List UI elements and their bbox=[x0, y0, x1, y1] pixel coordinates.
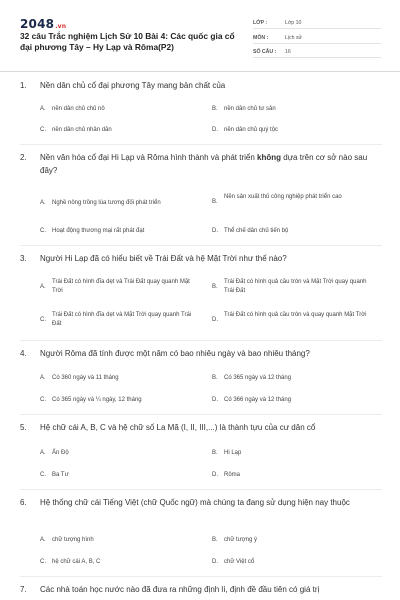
question-number: 4. bbox=[20, 349, 27, 358]
option-text: nền dân chủ tư sản bbox=[224, 106, 276, 112]
option-letter: A. bbox=[40, 537, 46, 543]
option-text: Có 366 ngày và 12 tháng bbox=[224, 397, 292, 403]
divider bbox=[20, 414, 382, 415]
question-5 bbox=[20, 422, 386, 435]
option-6b[interactable] bbox=[212, 536, 382, 545]
question-text: Hệ chữ cái A, B, C và hệ chữ số La Mã (I, II, III,...) là thành tựu của cư dân cổ bbox=[40, 423, 316, 432]
option-5b[interactable] bbox=[212, 449, 382, 458]
option-1d[interactable] bbox=[212, 126, 382, 135]
option-letter: B. bbox=[212, 106, 218, 112]
option-text: chữ tượng hình bbox=[52, 537, 94, 543]
option-letter: C. bbox=[40, 317, 46, 323]
option-text: Trái Đất có hình quả cầu tròn và Mặt Trời quay quanh Trái Đất bbox=[224, 279, 367, 294]
option-3b[interactable] bbox=[212, 278, 368, 296]
option-text: Có 360 ngày và 11 tháng bbox=[52, 375, 119, 381]
option-text: Ba Tư bbox=[52, 472, 69, 478]
question-3 bbox=[20, 253, 386, 266]
question-text-emphasis: không bbox=[257, 153, 282, 162]
question-text: Người Rôma đã tính được một năm có bao nhiêu ngày và bao nhiêu tháng? bbox=[40, 349, 310, 358]
option-letter: D. bbox=[212, 472, 218, 478]
question-text-part: Nền văn hóa cổ đại Hi Lạp và Rôma hình thành và phát triển bbox=[40, 153, 258, 162]
meta-value: 16 bbox=[285, 49, 291, 55]
option-1a[interactable] bbox=[40, 105, 200, 114]
option-letter: B. bbox=[212, 199, 218, 205]
option-5a[interactable] bbox=[40, 449, 200, 458]
question-7 bbox=[20, 584, 386, 597]
option-text: Nghề nông trồng lúa tương đối phát triển bbox=[52, 200, 161, 206]
question-number: 6. bbox=[20, 498, 27, 507]
question-2 bbox=[20, 152, 386, 177]
option-letter: D. bbox=[212, 317, 218, 323]
option-text: Có 365 ngày và ¼ ngày, 12 tháng bbox=[52, 397, 142, 403]
option-text: Trái Đất có hình đĩa dẹt và Trái Đất quay quanh Mặt Trời bbox=[52, 279, 190, 294]
meta-label: LỚP : bbox=[253, 20, 268, 26]
option-letter: A. bbox=[40, 450, 46, 456]
divider bbox=[20, 144, 382, 145]
option-2d[interactable] bbox=[212, 227, 382, 236]
meta-row-count bbox=[253, 45, 381, 58]
question-text-part: dựa trên cơ sở nào sau đây? bbox=[40, 153, 368, 175]
option-letter: A. bbox=[40, 375, 46, 381]
option-3d[interactable] bbox=[212, 311, 368, 325]
divider bbox=[20, 340, 382, 341]
meta-label: SỐ CÂU : bbox=[253, 49, 277, 55]
question-text: Hệ thống chữ cái Tiếng Việt (chữ Quốc ngữ) mà chúng ta đang sử dụng hiện nay thuộc bbox=[40, 498, 350, 507]
option-text: nền dân chủ quý tộc bbox=[224, 127, 279, 133]
option-6d[interactable] bbox=[212, 558, 382, 567]
option-letter: C. bbox=[40, 559, 46, 565]
option-text: Nền sản xuất thủ công nghiệp phát triển cao bbox=[224, 194, 342, 200]
option-2a[interactable] bbox=[40, 199, 206, 208]
option-5d[interactable] bbox=[212, 471, 382, 480]
option-4d[interactable] bbox=[212, 396, 382, 405]
option-text: hệ chữ cái A, B, C bbox=[52, 559, 101, 565]
question-text: Nền dân chủ cổ đại phương Tây mang bản chất của bbox=[40, 81, 226, 90]
option-4c[interactable] bbox=[40, 396, 206, 405]
question-4 bbox=[20, 348, 386, 361]
option-text: nền dân chủ chủ nô bbox=[52, 106, 105, 112]
question-text: Các nhà toán học nước nào đã đưa ra những định lí, định đề đầu tiên có giá trị bbox=[40, 585, 320, 594]
option-text: chữ Việt cổ bbox=[224, 559, 255, 565]
option-letter: A. bbox=[40, 200, 46, 206]
divider bbox=[20, 245, 382, 246]
option-letter: A. bbox=[40, 106, 46, 112]
option-text: Trái Đất có hình quả cầu tròn và quay quanh Mặt Trời bbox=[224, 312, 367, 318]
meta-info bbox=[253, 16, 381, 60]
option-letter: C. bbox=[40, 127, 46, 133]
option-6a[interactable] bbox=[40, 536, 200, 545]
option-letter: C. bbox=[40, 472, 46, 478]
option-2c[interactable] bbox=[40, 227, 206, 236]
option-5c[interactable] bbox=[40, 471, 200, 480]
option-text: Thể chế dân chủ tiến bộ bbox=[224, 228, 289, 234]
divider bbox=[20, 576, 382, 577]
question-text: Người Hi Lạp đã có hiểu biết về Trái Đất và hệ Mặt Trời như thế nào? bbox=[40, 254, 287, 263]
option-letter: D. bbox=[212, 228, 218, 234]
option-text: Trái Đất có hình đĩa dẹt và Mặt Trời quay quanh Trái Đất bbox=[52, 312, 192, 327]
option-4a[interactable] bbox=[40, 374, 200, 383]
option-letter: D. bbox=[212, 397, 218, 403]
option-letter: B. bbox=[212, 375, 218, 381]
option-letter: D. bbox=[212, 559, 218, 565]
question-6 bbox=[20, 497, 386, 510]
question-number: 2. bbox=[20, 153, 27, 162]
option-text: Hi Lạp bbox=[224, 450, 242, 456]
question-1 bbox=[20, 80, 386, 93]
site-logo[interactable] bbox=[20, 17, 66, 31]
option-letter: A. bbox=[40, 284, 46, 290]
meta-row-class bbox=[253, 16, 381, 29]
document-title: 32 câu Trắc nghiệm Lịch Sử 10 Bài 4: Các quốc gia cổ đại phương Tây – Hy Lạp và Rôma(P2) bbox=[20, 31, 235, 52]
option-text: Rôma bbox=[224, 472, 241, 478]
option-1c[interactable] bbox=[40, 126, 200, 135]
question-text bbox=[40, 152, 386, 177]
option-1b[interactable] bbox=[212, 105, 382, 114]
document-header bbox=[0, 0, 400, 72]
meta-label: MÔN : bbox=[253, 34, 269, 41]
option-text: chữ tượng ý bbox=[224, 537, 257, 543]
option-letter: B. bbox=[212, 450, 218, 456]
question-number: 7. bbox=[20, 585, 27, 594]
option-6c[interactable] bbox=[40, 558, 200, 567]
meta-value: Lớp 10 bbox=[285, 20, 302, 26]
question-number: 1. bbox=[20, 81, 27, 90]
option-text: Hoạt động thương mại rất phát đạt bbox=[52, 228, 145, 234]
option-letter: C. bbox=[40, 397, 46, 403]
option-text: Có 365 ngày và 12 tháng bbox=[224, 375, 292, 381]
option-letter: B. bbox=[212, 284, 218, 290]
option-text: Ấn Độ bbox=[52, 450, 69, 456]
option-letter: D. bbox=[212, 127, 218, 133]
option-3a[interactable] bbox=[40, 278, 202, 296]
option-letter: B. bbox=[212, 537, 218, 543]
option-letter: C. bbox=[40, 228, 46, 234]
logo-suffix: .vn bbox=[55, 23, 67, 30]
option-text: nền dân chủ nhân dân bbox=[52, 127, 112, 133]
meta-row-subject bbox=[253, 31, 381, 44]
option-3c[interactable] bbox=[40, 311, 202, 329]
logo-main: 2048 bbox=[20, 17, 55, 31]
divider bbox=[20, 489, 382, 490]
question-number: 5. bbox=[20, 423, 27, 432]
meta-value: Lịch sử bbox=[285, 34, 303, 41]
question-number: 3. bbox=[20, 254, 27, 263]
option-4b[interactable] bbox=[212, 374, 382, 383]
option-2b[interactable] bbox=[212, 193, 364, 207]
